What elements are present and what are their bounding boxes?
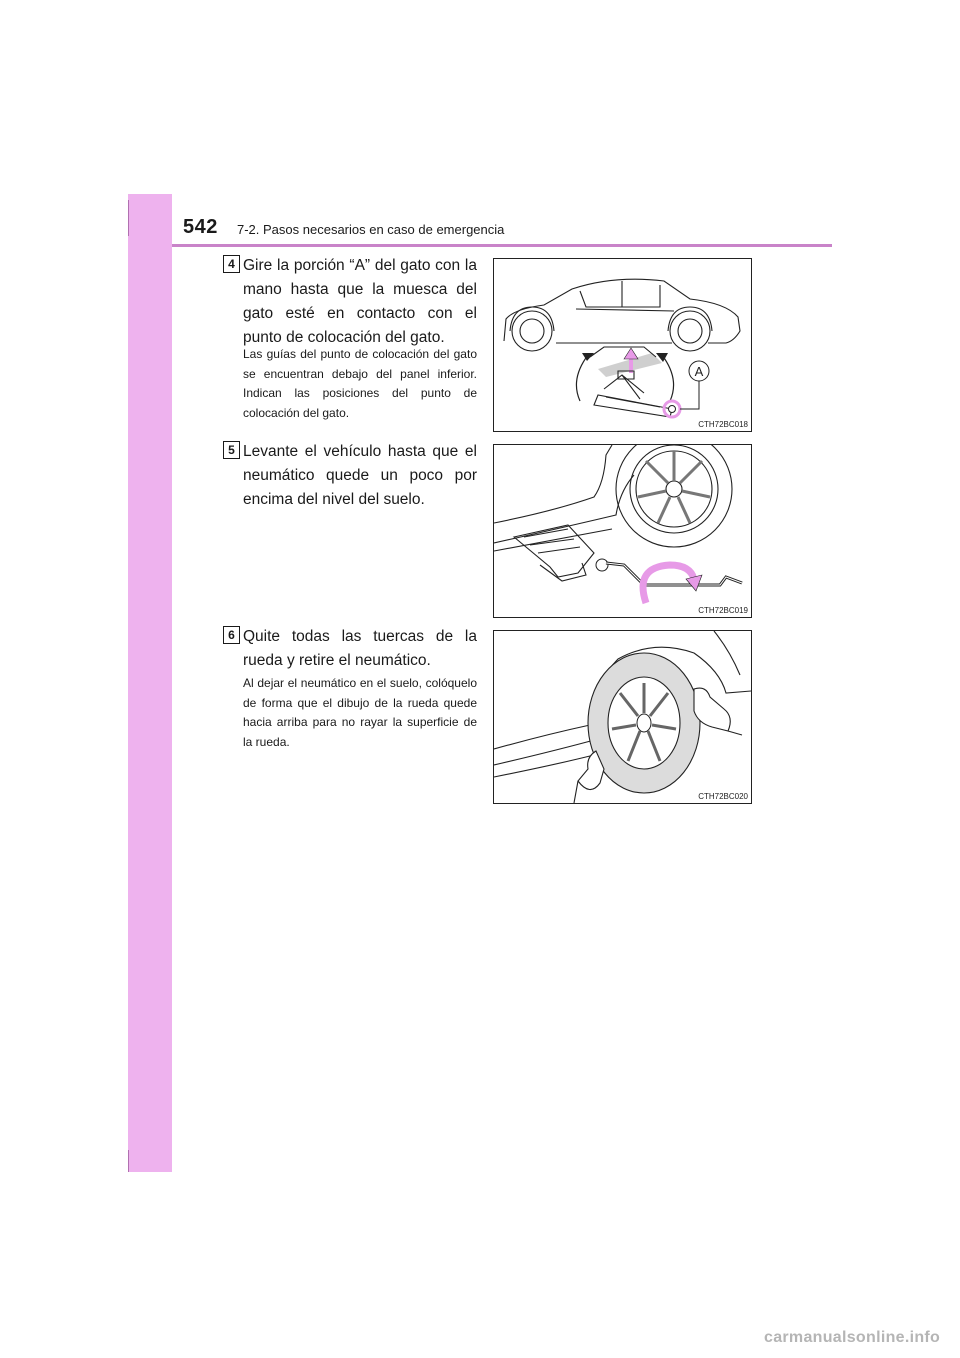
section-title: 7-2. Pasos necesarios en caso de emergencia bbox=[237, 222, 505, 237]
header-rule bbox=[172, 244, 832, 247]
figure-jack-raise bbox=[493, 444, 752, 618]
jack-handle-crank-illustration bbox=[494, 445, 751, 617]
callout-letter: A bbox=[694, 364, 704, 379]
watermark: carmanualsonline.info bbox=[764, 1329, 941, 1346]
step-number-badge: 6 bbox=[223, 626, 240, 644]
figure-code: CTH72BC019 bbox=[698, 606, 748, 615]
figure-jack-placement bbox=[493, 258, 752, 432]
figure-code: CTH72BC020 bbox=[698, 792, 748, 801]
step-instruction: Gire la porción “A” del gato con la mano hasta que la muesca del gato esté en contacto con el punto de colocación del gato. bbox=[243, 257, 477, 346]
step-note: Las guías del punto de colocación del gato se encuentran debajo del panel inferior. Indican las posiciones del punto de colocación del gato. bbox=[243, 347, 477, 420]
page-number: 542 bbox=[183, 216, 218, 238]
figure-code: CTH72BC018 bbox=[698, 420, 748, 429]
car-jack-placement-illustration bbox=[494, 259, 751, 431]
step-instruction: Quite todas las tuercas de la rueda y retire el neumático. bbox=[243, 628, 477, 669]
chapter-sidebar bbox=[128, 194, 172, 1172]
sidebar-tick-bottom bbox=[128, 1150, 129, 1172]
step-number-badge: 5 bbox=[223, 441, 240, 459]
step-note: Al dejar el neumático en el suelo, colóquelo de forma que el dibujo de la rueda quede hacia arriba para no rayar la superficie de la rueda. bbox=[243, 676, 477, 749]
step-instruction: Levante el vehículo hasta que el neumático quede un poco por encima del nivel del suelo. bbox=[243, 443, 477, 508]
figure-tire-removal bbox=[493, 630, 752, 804]
tire-removal-illustration bbox=[494, 631, 751, 803]
step-number-badge: 4 bbox=[223, 255, 240, 273]
sidebar-tick-top bbox=[128, 200, 129, 236]
